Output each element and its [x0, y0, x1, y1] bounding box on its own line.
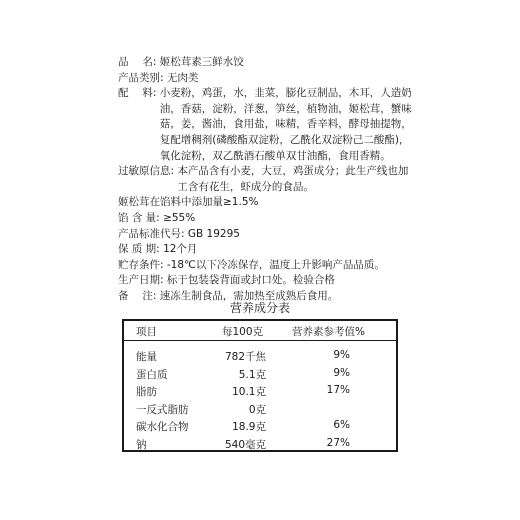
- nutrient-amount: 5.1克: [238, 368, 266, 381]
- table-row: [124, 381, 396, 399]
- shelf-life-row: [118, 242, 418, 258]
- nutrient-nrv: 6%: [333, 419, 350, 431]
- table-row: [124, 364, 396, 382]
- nutrient-nrv: 9%: [333, 349, 350, 361]
- filling-row: [118, 211, 418, 227]
- table-row: [124, 434, 396, 452]
- category-value: 无肉类: [166, 71, 199, 84]
- nutrient-amount: 540毫克: [224, 438, 266, 451]
- product-name-row: [118, 55, 418, 71]
- standard-value: GB 19295: [187, 227, 240, 240]
- nutrient-nrv: 9%: [333, 366, 350, 379]
- nutrient-name: 钠: [136, 438, 147, 451]
- category-label: 产品类别:: [118, 71, 167, 84]
- filling-value: ≥55%: [163, 211, 196, 224]
- product-name-value: 姬松茸素三鲜水饺: [159, 56, 244, 68]
- allergen-label: 过敏原信息:: [118, 165, 178, 178]
- header-nrv: 营养素参考值%: [292, 326, 365, 338]
- nutrition-table-title: 营养成分表: [229, 301, 290, 315]
- mushroom-content-row: [118, 195, 418, 211]
- nutrition-rows: [124, 346, 396, 451]
- table-row: [124, 346, 396, 364]
- nutrition-table: [122, 319, 398, 452]
- ingredients-value: 小麦粉，鸡蛋，水，韭菜，膨化豆制品，木耳，人造奶油，香菇，淀粉，洋葱，笋丝，植物油，姬松茸，蟹味菇，姜，酱油，食用盐，味精，香辛料，酵母抽提物，复配增稠剂(磷酸酯双淀粉，乙酰化双淀粉己二酸酯)，氧化淀粉，双乙酰酒石酸单双甘油酯，食用香精。: [159, 87, 412, 162]
- nutrient-name: 能量: [136, 351, 157, 363]
- note-value: 速冻生制食品，需加热至成熟后食用。: [159, 289, 339, 302]
- production-date-value: 标于包装袋背面或封口处。检验合格: [166, 274, 335, 287]
- ingredients-row: [118, 86, 418, 164]
- storage-row: [118, 258, 418, 274]
- nutrient-amount: 782千焦: [224, 351, 266, 363]
- product-label: [118, 55, 418, 305]
- nutrient-amount: 10.1克: [232, 386, 266, 398]
- nutrient-name: 碳水化合物: [136, 421, 189, 433]
- ingredients-label: 配 料:: [118, 87, 160, 100]
- product-name-label: 品 名:: [118, 56, 160, 68]
- production-date-row: [118, 273, 418, 289]
- note-label: 备 注:: [118, 289, 160, 302]
- nutrient-name: 蛋白质: [136, 368, 168, 381]
- table-row: [124, 416, 396, 434]
- header-item: 项目: [136, 326, 157, 338]
- allergen-value: 本产品含有小麦，大豆，鸡蛋成分；此生产线也加工含有花生，虾成分的食品。: [177, 165, 409, 193]
- nutrient-amount: 18.9克: [232, 421, 266, 433]
- nutrient-amount: 0克: [248, 403, 266, 416]
- allergen-row: [118, 164, 418, 195]
- production-date-label: 生产日期:: [118, 274, 167, 287]
- nutrient-name: 脂肪: [136, 386, 157, 398]
- nutrition-table-header: [124, 321, 396, 341]
- nutrient-name: 一反式脂肪: [136, 403, 189, 416]
- nutrient-nrv: 17%: [326, 384, 350, 396]
- table-row: [124, 399, 396, 417]
- standard-row: [118, 227, 418, 243]
- storage-label: 贮存条件:: [118, 258, 167, 271]
- category-row: [118, 71, 418, 87]
- shelf-life-label: 保 质 期:: [118, 243, 164, 256]
- filling-label: 馅 含 量:: [118, 211, 164, 224]
- header-per-100g: 每100克: [222, 326, 264, 338]
- shelf-life-value: 12个月: [163, 243, 198, 256]
- standard-label: 产品标准代号:: [118, 227, 188, 240]
- storage-value: -18℃以下冷冻保存，温度上升影响产品品质。: [166, 258, 385, 271]
- nutrient-nrv: 27%: [326, 436, 350, 449]
- mushroom-content-text: 姬松茸在馅料中添加量≥1.5%: [118, 196, 259, 209]
